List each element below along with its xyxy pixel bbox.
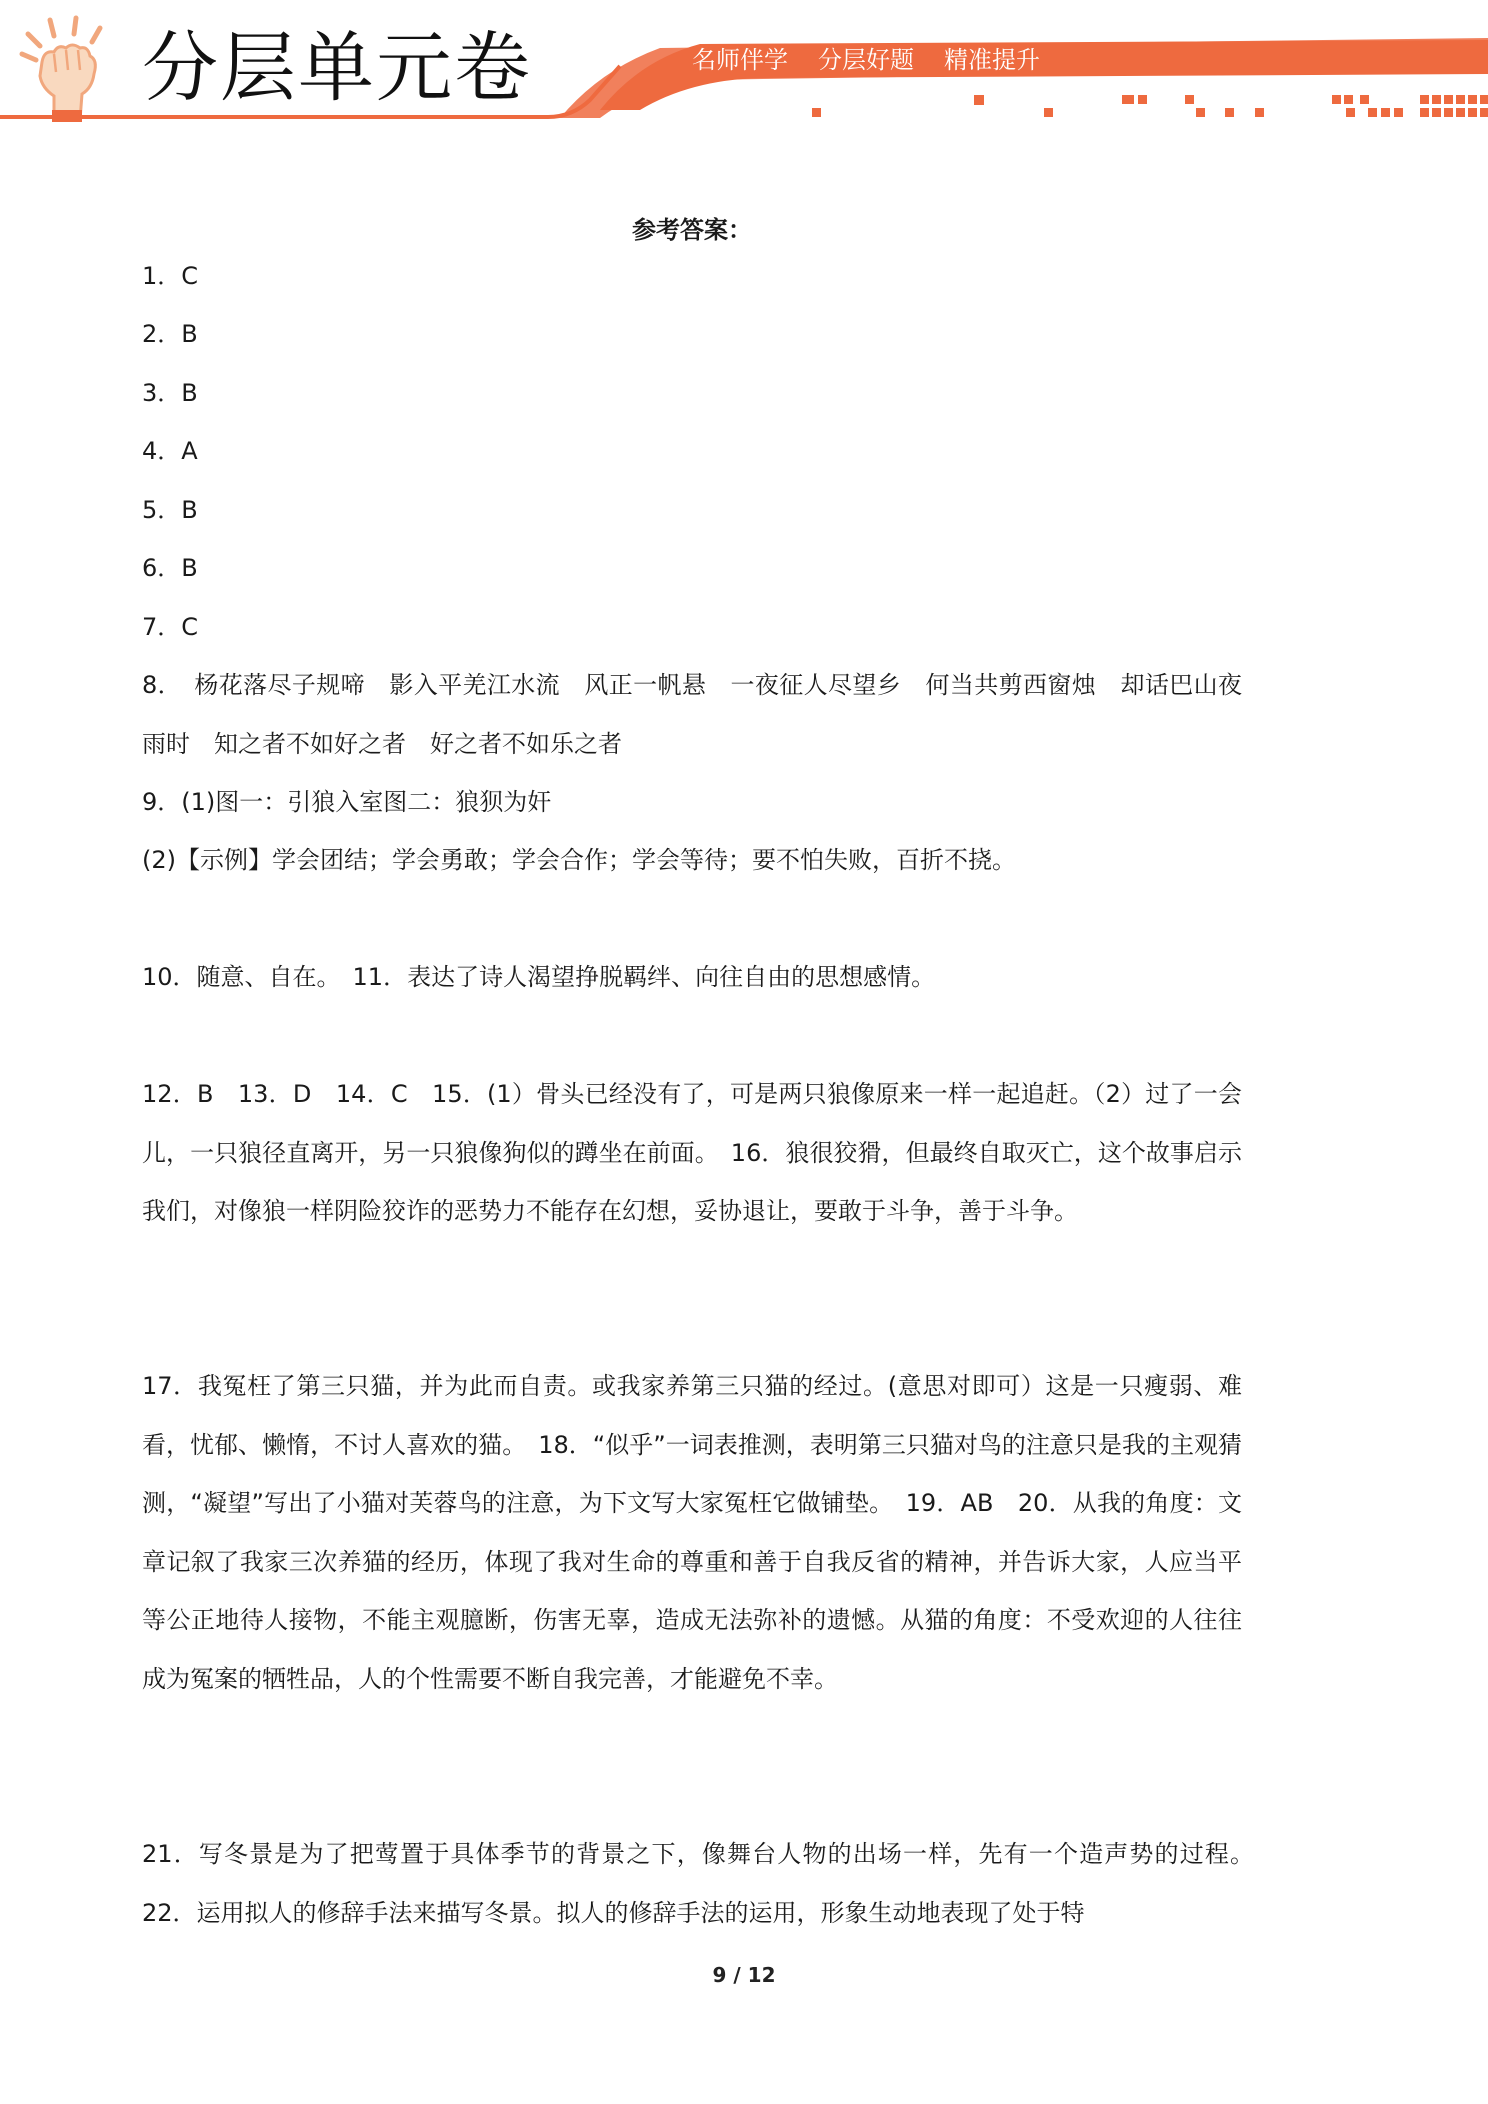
answer-paragraph: 17．我冤枉了第三只猫，并为此而自责。或我家养第三只猫的经过。(意思对即可）这是一只瘦弱、难看，忧郁、懒惰，不讨人喜欢的猫。 18．“似乎”一词表推测，表明第三只猫对鸟的注意只是我的主观猜测，“凝望”写出了小猫对芙蓉鸟的注意，为下文写大家冤枉它做铺垫。 19．AB 20．从我的角度：文章记叙了我家三次养猫的经历，体现了我对生命的尊重和善于自我反省的精神，并告诉大家，人应当平等公正地待人接物，不能主观臆断，伤害无辜，造成无法弥补的遗憾。从猫的角度：不受欢迎的人往往成为冤案的牺牲品，人的个性需要不断自我完善，才能避免不幸。 xyxy=(142,1372,1242,1693)
page-header xyxy=(0,0,1488,135)
answer-paragraph: 10．随意、自在。 11．表达了诗人渴望挣脱羁绊、向往自由的思想感情。 xyxy=(142,963,936,991)
answer-line: 2．B xyxy=(142,320,198,348)
page-heading: 参考答案： xyxy=(632,216,752,244)
answer-paragraph: 21．写冬景是为了把莺置于具体季节的背景之下，像舞台人物的出场一样，先有一个造声势的过程。 22．运用拟人的修辞手法来描写冬景。拟人的修辞手法的运用，形象生动地表现了处于特 xyxy=(142,1840,1266,1927)
answer-paragraph: (2)【示例】学会团结；学会勇敢；学会合作；学会等待；要不怕失败，百折不挠。 xyxy=(142,846,1016,874)
header-slogan xyxy=(692,42,1040,78)
answer-line: 1．C xyxy=(142,262,199,290)
answer-line: 6．B xyxy=(142,554,198,582)
brand-title: 分层单元卷 xyxy=(142,23,532,112)
answer-paragraph: 8． 杨花落尽子规啼 影入平羌江水流 风正一帆悬 一夜征人尽望乡 何当共剪西窗烛 却话巴山夜雨时 知之者不如好之者 好之者不如乐之者 xyxy=(142,671,1242,758)
slogan-item: 分层好题 xyxy=(818,46,914,74)
answer-line: 7．C xyxy=(142,613,199,641)
answer-line: 5．B xyxy=(142,496,198,524)
answer-paragraph: 12．B 13．D 14．C 15．(1）骨头已经没有了，可是两只狼像原来一样一起追赶。（2）过了一会儿，一只狼径直离开，另一只狼像狗似的蹲坐在前面。 16．狼很狡猾，但最终自取灭亡，这个故事启示我们，对像狼一样阴险狡诈的恶势力不能存在幻想，妥协退让，要敢于斗争，善于斗争。 xyxy=(142,1080,1242,1225)
answer-paragraph: 9．(1)图一：引狼入室图二：狼狈为奸 xyxy=(142,788,552,816)
raised-fist-icon xyxy=(14,14,114,126)
answer-line: 3．B xyxy=(142,379,198,407)
page-number: 9 / 12 xyxy=(712,1963,776,1987)
answer-line: 4．A xyxy=(142,437,198,465)
slogan-item: 精准提升 xyxy=(944,46,1040,74)
slogan-item: 名师伴学 xyxy=(692,46,788,74)
header-dot-pattern xyxy=(812,95,1488,117)
